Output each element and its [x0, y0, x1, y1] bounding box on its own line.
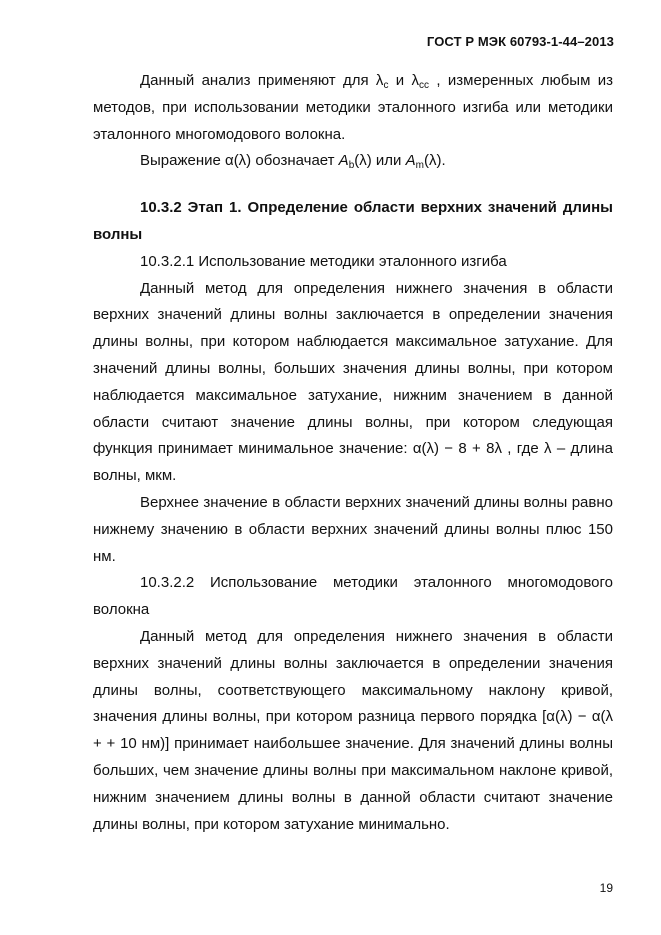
- subsection-title-10-3-2-2: 10.3.2.2 Использование методики эталонного многомодового волокна: [93, 574, 613, 619]
- paragraph-reference-multimode-method: Данный метод для определения нижнего значения в области верхних значений длины волны заключается в определении значения длины волны, соответствующего максимальному наклону кривой, значения длины волны, при котором разница первого порядка [α(λ) − α(λ + + 10 нм)] принимает наибольшее значение. Для значений длины волны больших, чем значение длины волны при максимальном наклоне кривой, нижним значением длины волны в данной области считают значение длины волны, при котором затухание минимально.: [93, 627, 613, 833]
- section-heading-10-3-2: 10.3.2 Этап 1. Определение области верхних значений длины волны: [93, 199, 613, 243]
- document-code-header: ГОСТ Р МЭК 60793-1-44–2013: [426, 34, 614, 49]
- paragraph-analysis-applies: Данный анализ применяют для $\lambda_c$ и $\lambda_{cc}$ , измеренных любым из методов, при использовании методики эталонного изгиба или методики эталонного многомодового волокна.: [93, 72, 613, 143]
- page-number: 19: [599, 881, 613, 895]
- paragraph-upper-value: Верхнее значение в области верхних значений длины волны равно нижнему значению в области верхних значений длины волны плюс 150 нм.: [93, 493, 613, 565]
- page-body: [93, 68, 613, 838]
- subsection-title-10-3-2-1: 10.3.2.1 Использование методики эталонного изгиба: [140, 252, 507, 270]
- paragraph-expression-definition: Выражение α(λ) обозначает $A_b(\lambda)$ или $A_m(\lambda)$.: [140, 152, 446, 172]
- paragraph-reference-bend-method: Данный метод для определения нижнего значения в области верхних значений длины волны заключается в определении значения длины волны, при котором наблюдается максимальное затухание. Для значений длины волны, больших значения длины волны, при котором наблюдается максимальное затухание, нижним значением в данной области считают значение длины волны, при котором следующая функция принимает минимальное значение: α(λ) − 8 + 8λ , где λ – длина волны, мкм.: [93, 279, 613, 485]
